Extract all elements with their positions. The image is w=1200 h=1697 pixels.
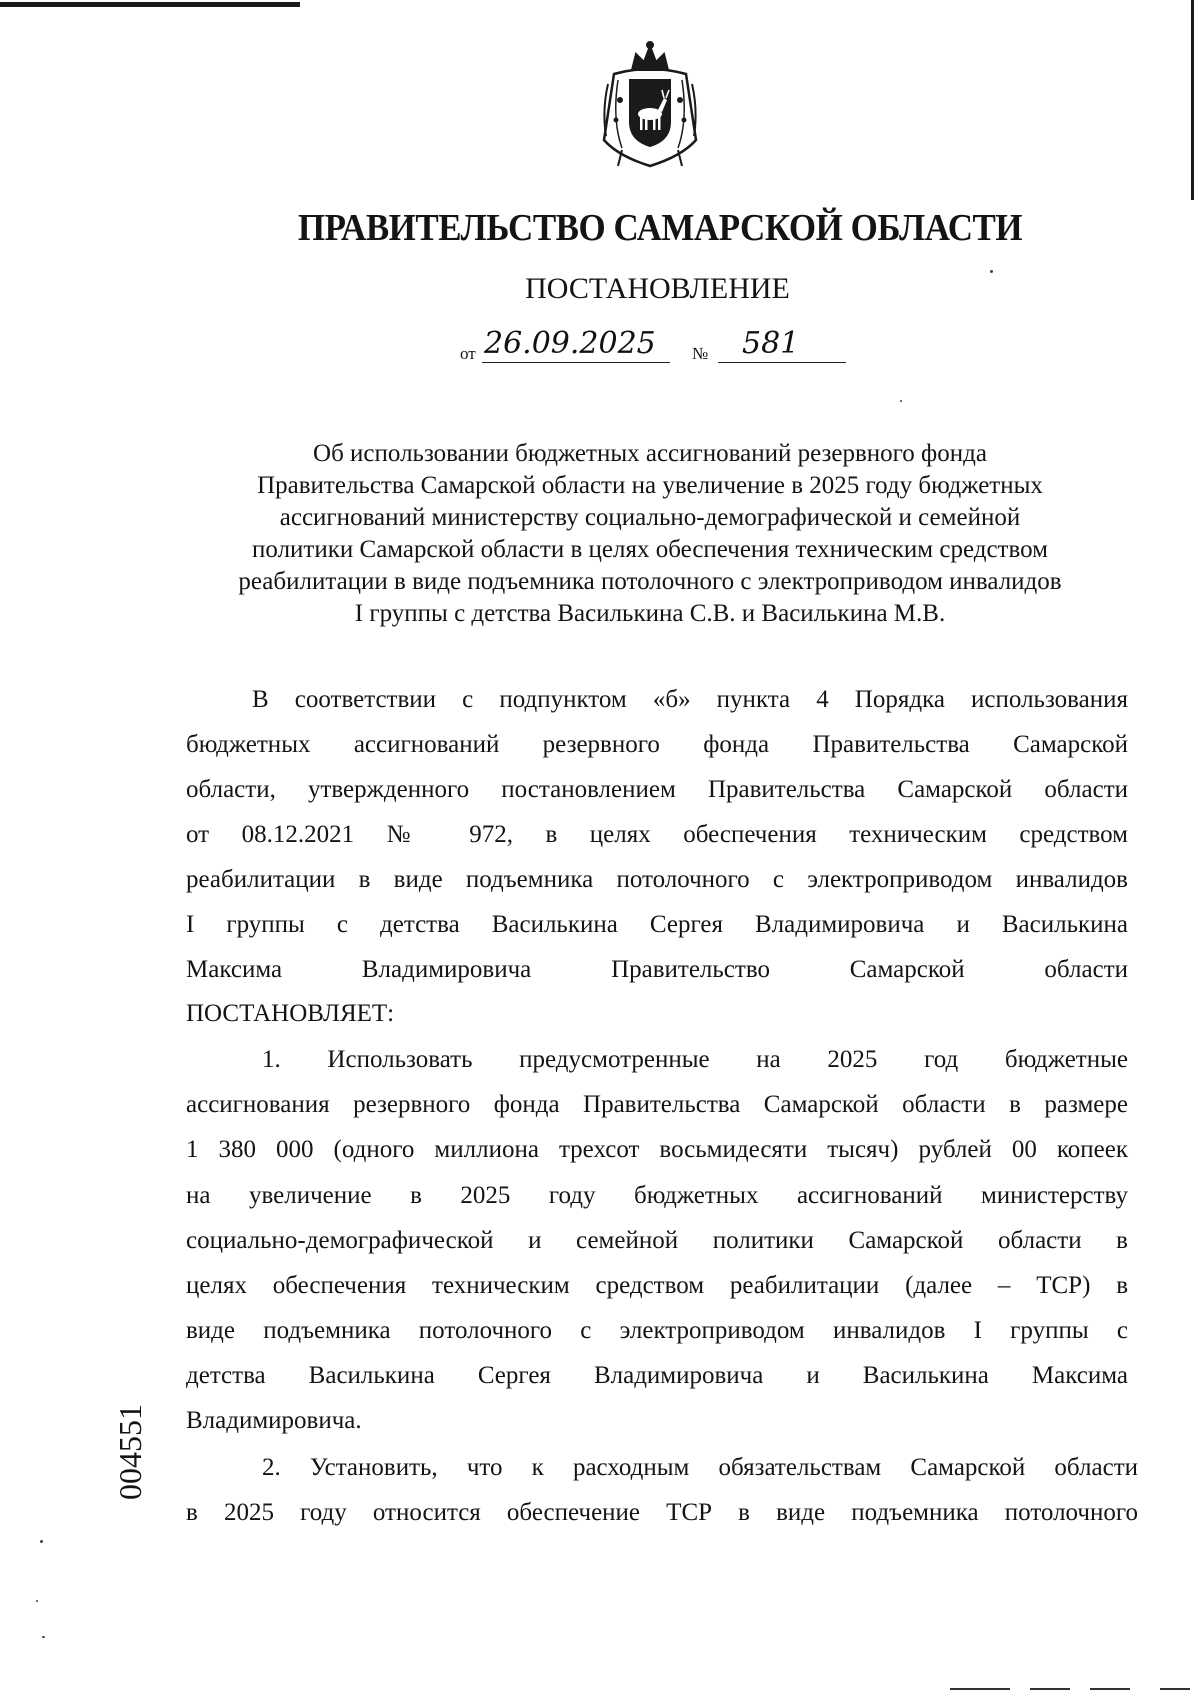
item-2-line: 2. Установить, что к расходным обязательствам Самарской области <box>262 1454 1138 1481</box>
preamble-line: Максима Владимировича Правительство Самарской области <box>186 956 1128 983</box>
scan-speck <box>42 1636 45 1638</box>
preamble-line: ПОСТАНОВЛЯЕТ: <box>186 1000 395 1027</box>
scan-speck <box>36 1600 38 1602</box>
item-1-line: ассигнования резервного фонда Правительства Самарской области в размере <box>186 1091 1128 1118</box>
preamble-line: I группы с детства Василькина Сергея Владимировича и Василькина <box>186 911 1128 938</box>
right-edge-line <box>1191 0 1194 200</box>
government-title: ПРАВИТЕЛЬСТВО САМАРСКОЙ ОБЛАСТИ <box>297 207 1023 249</box>
item-1-line: социально-демографической и семейной политики Самарской области в <box>186 1227 1128 1254</box>
handwritten-date: 26.09.2025 <box>484 326 656 361</box>
number-underline <box>718 362 846 363</box>
item-1-line: на увеличение в 2025 году бюджетных ассигнований министерству <box>186 1182 1128 1209</box>
preamble-line: области, утвержденного постановлением Правительства Самарской области <box>186 776 1128 803</box>
date-underline <box>482 362 670 363</box>
date-number-line <box>460 326 960 366</box>
item-1-line: целях обеспечения техническим средством реабилитации (далее – ТСР) в <box>186 1272 1128 1299</box>
scan-speck <box>900 400 902 402</box>
preamble-line: В соответствии с подпунктом «б» пункта 4 Порядка использования <box>252 686 1128 713</box>
item-2-line: в 2025 году относится обеспечение ТСР в виде подъемника потолочного <box>186 1499 1138 1526</box>
bottom-edge-mark <box>1160 1688 1190 1690</box>
preamble-line: реабилитации в виде подъемника потолочного с электроприводом инвалидов <box>186 866 1128 893</box>
date-prefix: от <box>460 344 476 363</box>
preamble-line: бюджетных ассигнований резервного фонда Правительства Самарской <box>186 731 1128 758</box>
subject-line: Об использовании бюджетных ассигнований резервного фонда <box>313 440 987 467</box>
number-prefix: № <box>692 344 709 363</box>
document-type: ПОСТАНОВЛЕНИЕ <box>525 272 790 305</box>
scan-speck <box>40 1540 43 1543</box>
item-1-line: детства Василькина Сергея Владимировича и Василькина Максима <box>186 1362 1128 1389</box>
top-edge-line <box>0 2 300 7</box>
bottom-edge-mark <box>950 1688 1010 1690</box>
item-1-line: 1. Использовать предусмотренные на 2025 год бюджетные <box>262 1046 1128 1073</box>
document-subject <box>180 438 1120 630</box>
margin-registration-number: 004551 <box>112 1404 148 1500</box>
coat-of-arms-emblem <box>592 40 708 172</box>
preamble-line: от 08.12.2021 № 972, в целях обеспечения техническим средством <box>186 821 1128 848</box>
subject-line: ассигнований министерству социально-демографической и семейной <box>279 504 1021 531</box>
bottom-edge-mark <box>1030 1688 1070 1690</box>
subject-line: политики Самарской области в целях обеспечения техническим средством <box>252 536 1048 563</box>
item-1-line: виде подъемника потолочного с электроприводом инвалидов I группы с <box>186 1317 1128 1344</box>
scan-speck <box>990 270 993 273</box>
subject-line: I группы с детства Василькина С.В. и Василькина М.В. <box>354 600 946 627</box>
subject-line: Правительства Самарской области на увеличение в 2025 году бюджетных <box>257 472 1043 499</box>
handwritten-number: 581 <box>742 326 800 361</box>
subject-line: реабилитации в виде подъемника потолочного с электроприводом инвалидов <box>238 568 1062 595</box>
item-1-line: Владимировича. <box>186 1407 362 1434</box>
bottom-edge-mark <box>1090 1688 1130 1690</box>
item-1-line: 1 380 000 (одного миллиона трехсот восьмидесяти тысяч) рублей 00 копеек <box>186 1136 1128 1163</box>
